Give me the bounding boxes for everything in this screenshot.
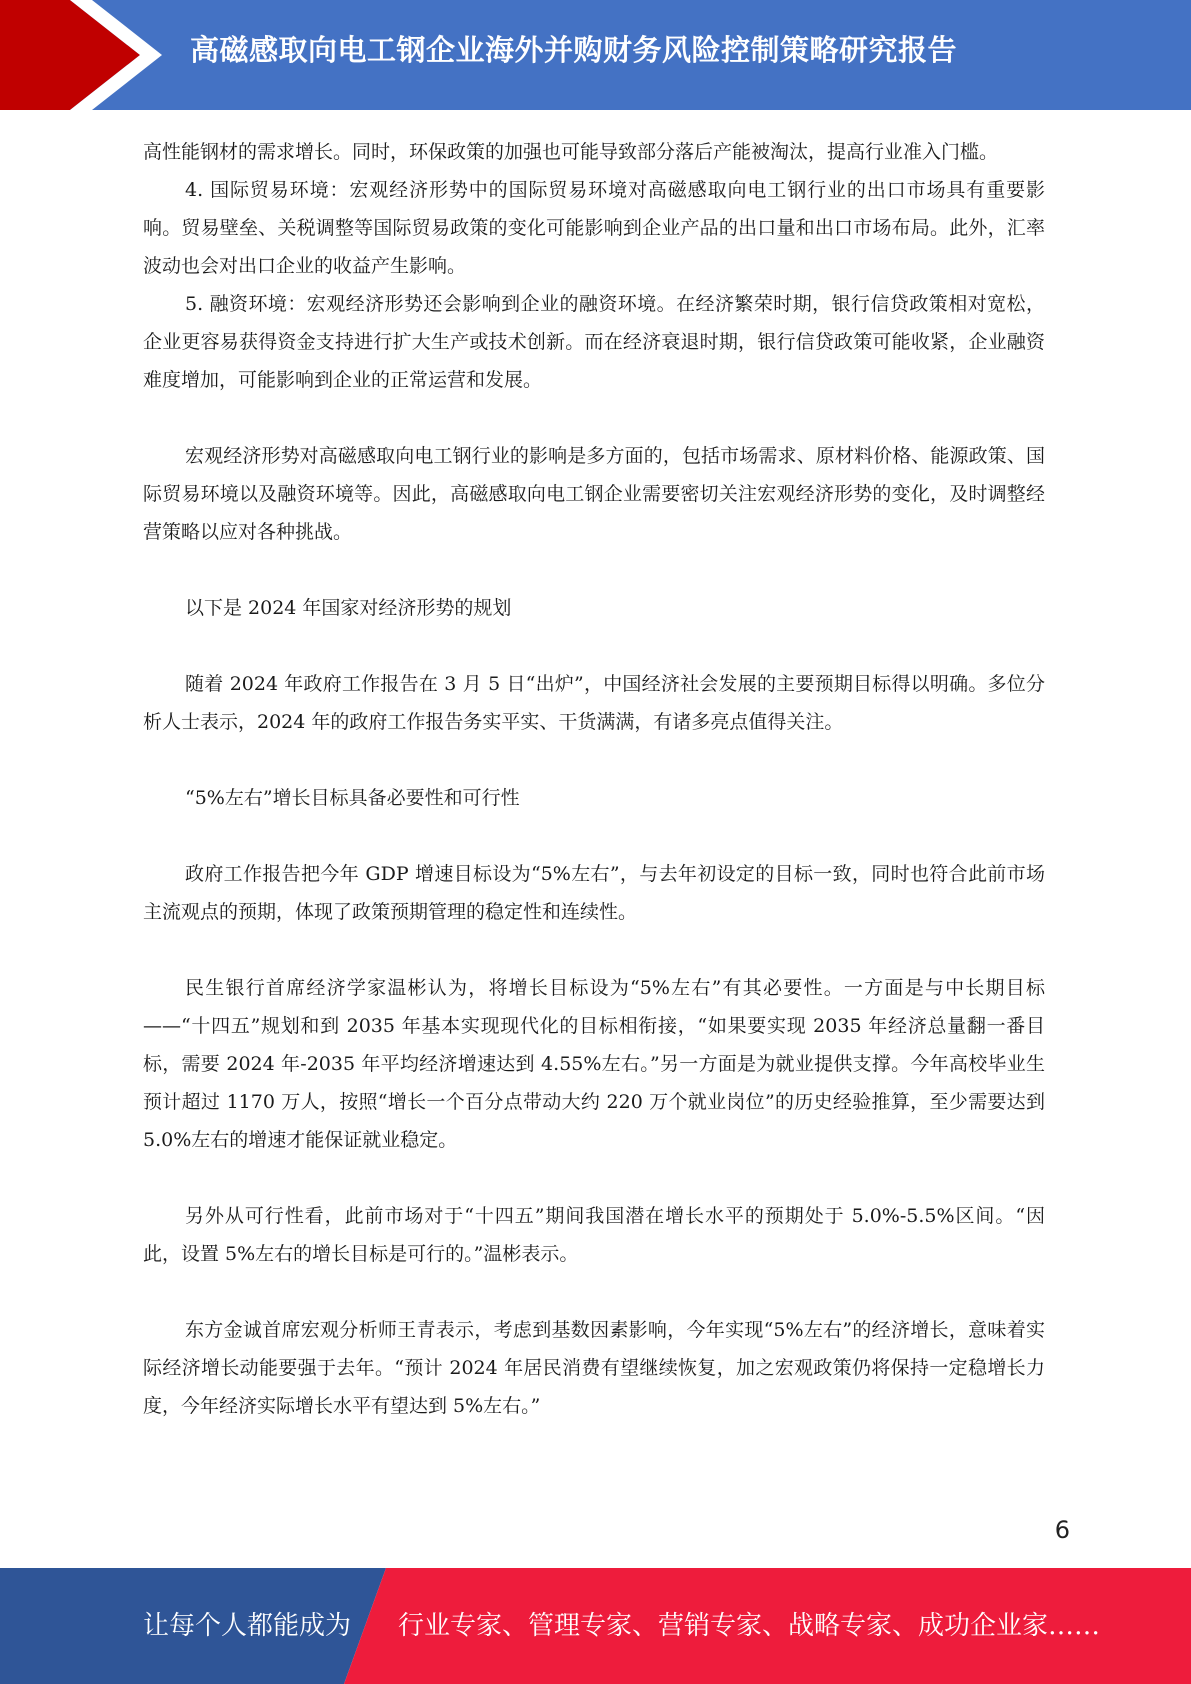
paragraph-gdp-target: 政府工作报告把今年 GDP 增速目标设为“5%左右”，与去年初设定的目标一致，同时也符合此前市场主流观点的预期，体现了政策预期管理的稳定性和连续性。 <box>143 863 1045 923</box>
section-heading-growth-target: “5%左右”增长目标具备必要性和可行性 <box>185 787 520 809</box>
paragraph-work-report: 随着 2024 年政府工作报告在 3 月 5 日“出炉”，中国经济社会发展的主要预期目标得以明确。多位分析人士表示，2024 年的政府工作报告务实平实、干货满满，有诸多亮点值得关注。 <box>143 673 1045 733</box>
page-number: 6 <box>1054 1516 1070 1544</box>
page-footer <box>0 1568 1191 1684</box>
paragraph-financing-environment: 5. 融资环境：宏观经济形势还会影响到企业的融资环境。在经济繁荣时期，银行信贷政策相对宽松，企业更容易获得资金支持进行扩大生产或技术创新。而在经济衰退时期，银行信贷政策可能收紧，企业融资难度增加，可能影响到企业的正常运营和发展。 <box>143 293 1045 391</box>
paragraph-feasibility: 另外从可行性看，此前市场对于“十四五”期间我国潜在增长水平的预期处于 5.0%-5.5%区间。“因此，设置 5%左右的增长目标是可行的。”温彬表示。 <box>143 1205 1045 1265</box>
footer-slogan-left: 让每个人都能成为 <box>143 1611 352 1641</box>
report-title: 高磁感取向电工钢企业海外并购财务风险控制策略研究报告 <box>190 33 958 67</box>
paragraph-trade-environment: 4. 国际贸易环境：宏观经济形势中的国际贸易环境对高磁感取向电工钢行业的出口市场具有重要影响。贸易壁垒、关税调整等国际贸易政策的变化可能影响到企业产品的出口量和出口市场布局。此外，汇率波动也会对出口企业的收益产生影响。 <box>143 179 1045 277</box>
paragraph-plan-intro: 以下是 2024 年国家对经济形势的规划 <box>185 597 512 619</box>
document-body <box>143 133 1045 1425</box>
paragraph-continuation: 高性能钢材的需求增长。同时，环保政策的加强也可能导致部分落后产能被淘汰，提高行业准入门槛。 <box>143 141 999 163</box>
paragraph-analyst-view: 东方金诚首席宏观分析师王青表示，考虑到基数因素影响，今年实现“5%左右”的经济增长，意味着实际经济增长动能要强于去年。“预计 2024 年居民消费有望继续恢复，加之宏观政策仍将保持一定稳增长力度，今年经济实际增长水平有望达到 5%左右。” <box>143 1319 1045 1417</box>
paragraph-summary: 宏观经济形势对高磁感取向电工钢行业的影响是多方面的，包括市场需求、原材料价格、能源政策、国际贸易环境以及融资环境等。因此，高磁感取向电工钢企业需要密切关注宏观经济形势的变化，及时调整经营策略以应对各种挑战。 <box>143 445 1045 543</box>
paragraph-necessity: 民生银行首席经济学家温彬认为，将增长目标设为“5%左右”有其必要性。一方面是与中长期目标——“十四五”规划和到 2035 年基本实现现代化的目标相衔接，“如果要实现 2035 年经济总量翻一番目标，需要 2024 年-2035 年平均经济增速达到 4.55%左右。”另一方面是为就业提供支撑。今年高校毕业生预计超过 1170 万人，按照“增长一个百分点带动大约 220 万个就业岗位”的历史经验推算，至少需要达到 5.0%左右的增速才能保证就业稳定。 <box>143 977 1045 1151</box>
page-header <box>0 0 1191 110</box>
header-arrow-red <box>0 0 140 110</box>
footer-slogan-right: 行业专家、管理专家、营销专家、战略专家、成功企业家…… <box>398 1611 1101 1641</box>
